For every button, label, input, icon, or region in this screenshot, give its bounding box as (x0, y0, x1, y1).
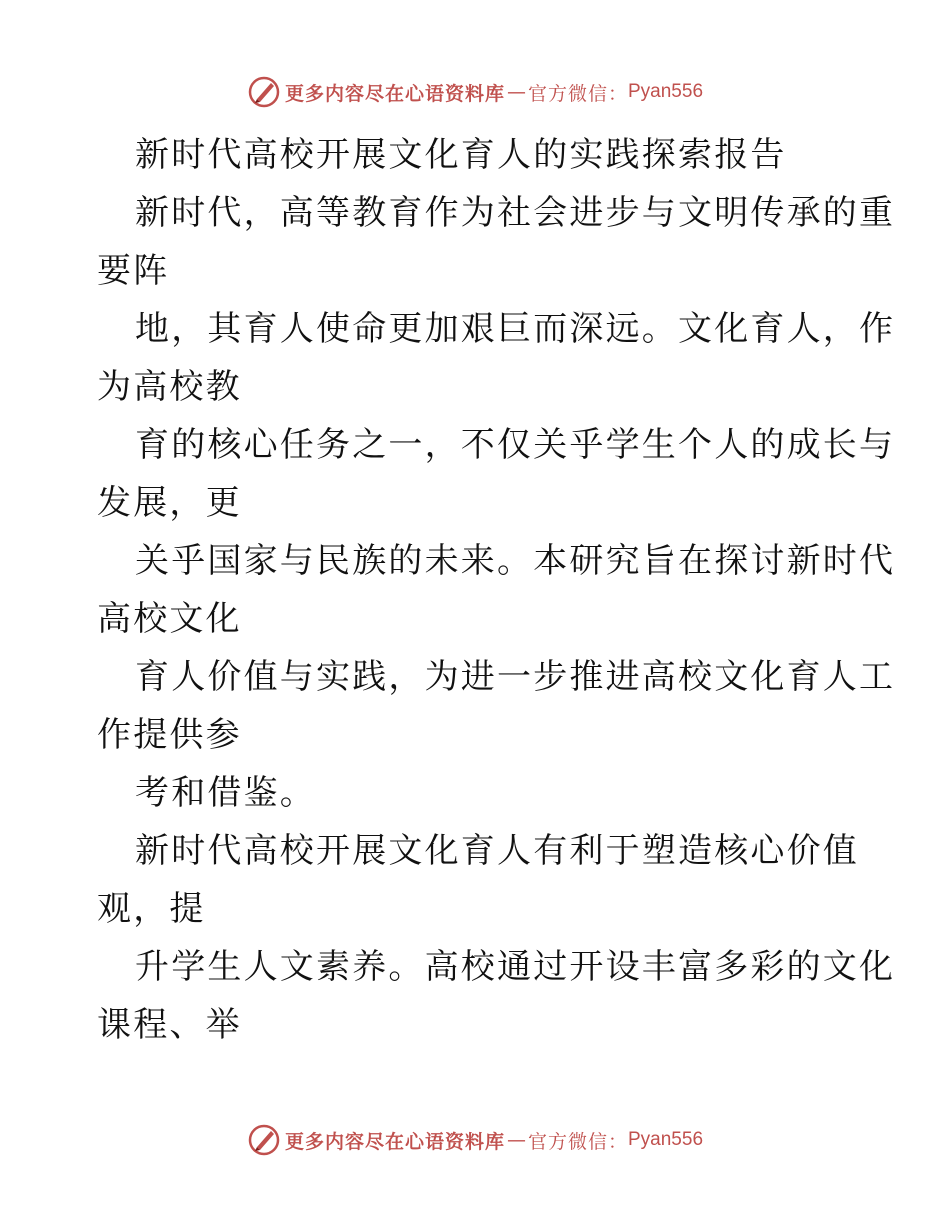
paragraph-line: 发展，更 (97, 483, 242, 523)
paragraph-line: 育的核心任务之一，不仅关乎学生个人的成长与 (135, 425, 896, 465)
banner-wechat-label: 官方微信： (527, 82, 628, 105)
paragraph-line: 地，其育人使命更加艰巨而深远。文化育人，作 (135, 309, 896, 349)
banner-separator: — (506, 1129, 526, 1151)
paragraph-line: 新时代高校开展文化育人有利于塑造核心价值 (135, 831, 859, 871)
document-title: 新时代高校开展文化育人的实践探索报告 (135, 135, 787, 175)
paragraph-line: 高校文化 (97, 599, 242, 639)
banner-brand-text: 更多内容尽在心语资料库 (284, 82, 505, 105)
paragraph-line: 课程、举 (97, 1005, 242, 1045)
paragraph-line: 育人价值与实践，为进一步推进高校文化育人工 (135, 657, 896, 697)
paragraph-line: 新时代，高等教育作为社会进步与文明传承的重 (135, 193, 896, 233)
paragraph-line: 为高校教 (97, 367, 242, 407)
paragraph-line: 关乎国家与民族的未来。本研究旨在探讨新时代 (135, 541, 896, 581)
banner-brand-text: 更多内容尽在心语资料库 (284, 1130, 505, 1153)
banner-wechat-label: 官方微信： (527, 1130, 628, 1153)
footer-banner (0, 1120, 950, 1160)
paragraph-line: 升学生人文素养。高校通过开设丰富多彩的文化 (135, 947, 896, 987)
paragraph-line: 要阵 (97, 251, 170, 291)
paragraph-line: 考和借鉴。 (135, 773, 316, 813)
banner-separator: — (506, 81, 526, 103)
paragraph-line: 观，提 (97, 889, 206, 929)
paragraph-line: 作提供参 (97, 715, 242, 755)
pen-logo-icon (247, 1123, 281, 1157)
pen-logo-icon (247, 75, 281, 109)
banner-wechat-id: Pyan556 (628, 1129, 704, 1150)
banner-wechat-id: Pyan556 (628, 81, 704, 102)
header-banner (0, 72, 950, 112)
